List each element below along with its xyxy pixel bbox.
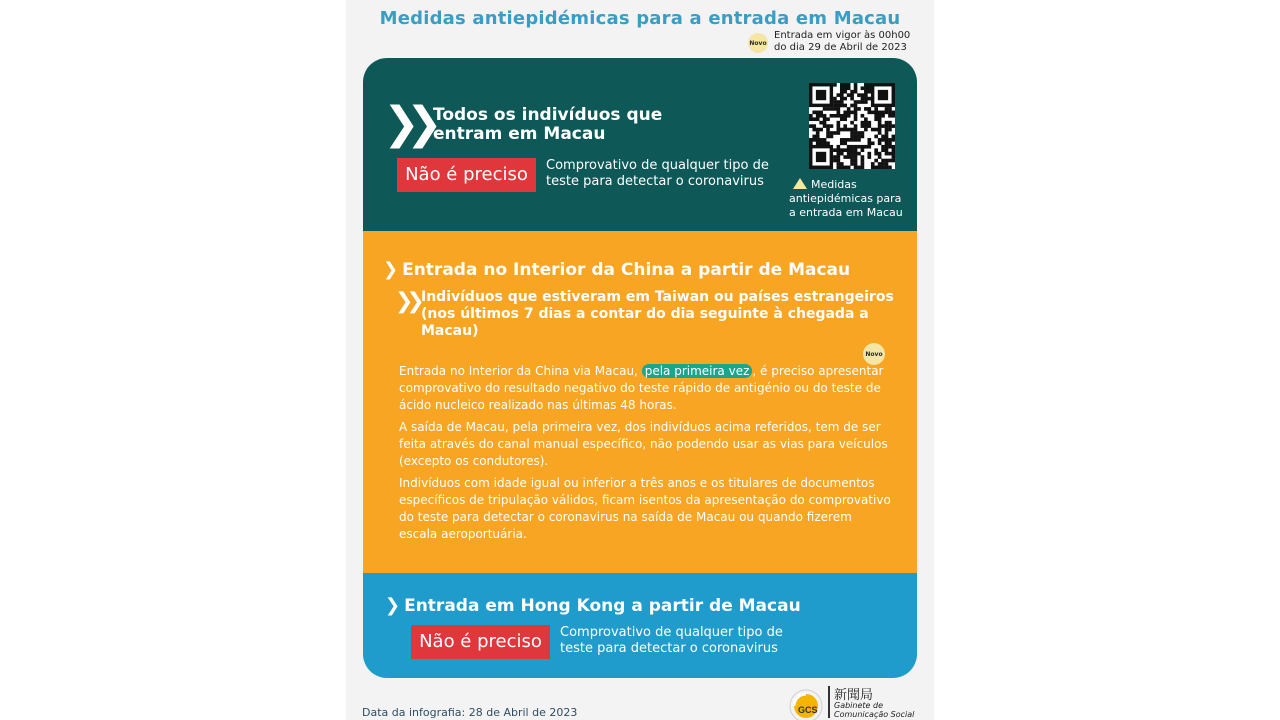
paragraph-test-requirement: Entrada no Interior da China via Macau, pela primeira vez , é preciso apresentar comprovativo do resultado negativo do teste rápido de antigénio ou do teste de ácido nucleico realizado nas últimas 48 horas. xyxy=(399,364,884,412)
double-chevron-icon: ❯❯ xyxy=(395,289,418,314)
section-hk-heading: ❯ Entrada em Hong Kong a partir de Macau xyxy=(385,595,801,616)
double-chevron-icon: ❯❯ xyxy=(383,98,429,149)
section-hong-kong xyxy=(363,573,917,678)
infographic-date: Data da infografia: 28 de Abril de 2023 xyxy=(362,706,578,719)
section-china-heading: ❯ Entrada no Interior da China a partir de Macau xyxy=(383,259,851,280)
qr-code-graphic xyxy=(809,83,895,169)
paragraph-exemptions: Indivíduos com idade igual ou inferior a três anos e os titulares de documentos específicos de tripulação válidos, ficam isentos da apresentação do comprovativo do teste para detectar o coronavirus na saída de Macau ou quando fizerem escala aeroportuária. xyxy=(399,476,891,541)
new-badge: Novo xyxy=(863,343,885,365)
section-all-heading: Todos os indivíduos que entram em Macau xyxy=(433,105,663,144)
section-mainland-china xyxy=(363,231,917,573)
qr-caption: Medidas antiepidémicas para a entrada em Macau xyxy=(789,178,903,219)
info-card xyxy=(363,58,917,678)
paragraph-exit-channel: A saída de Macau, pela primeira vez, dos indivíduos acima referidos, tem de ser feita através do canal manual específico, não podendo usar as vias para veículos (excepto os condutores). xyxy=(399,420,888,468)
section-hk-desc: Comprovativo de qualquer tipo de teste para detectar o coronavirus xyxy=(560,625,783,656)
triangle-icon xyxy=(793,178,807,189)
page-title: Medidas antiepidémicas para a entrada em Macau xyxy=(379,8,901,29)
new-badge: Novo xyxy=(748,33,768,53)
svg-text:GCS: GCS xyxy=(798,705,818,715)
gcs-logo: GCS 新聞局 Gabinete de Comunicação Social xyxy=(776,684,926,720)
not-required-tag: Não é preciso xyxy=(411,625,550,659)
section-all-desc: Comprovativo de qualquer tipo de teste para detectar o coronavirus xyxy=(546,158,769,189)
section-china-subheading: Indivíduos que estiveram em Taiwan ou países estrangeiros (nos últimos 7 dias a contar do dia seguinte à chegada a Macau) xyxy=(421,289,894,339)
qr-code[interactable] xyxy=(809,83,895,169)
gcs-logo-mark xyxy=(776,684,836,720)
section-all-entrants xyxy=(363,58,917,231)
chevron-icon: ❯ xyxy=(383,259,399,280)
infographic xyxy=(346,0,934,720)
highlight-first-time: pela primeira vez xyxy=(642,364,753,378)
effective-date: Entrada em vigor às 00h00 do dia 29 de Abril de 2023 xyxy=(774,30,911,53)
chevron-icon: ❯ xyxy=(385,595,401,616)
not-required-tag: Não é preciso xyxy=(397,158,536,192)
